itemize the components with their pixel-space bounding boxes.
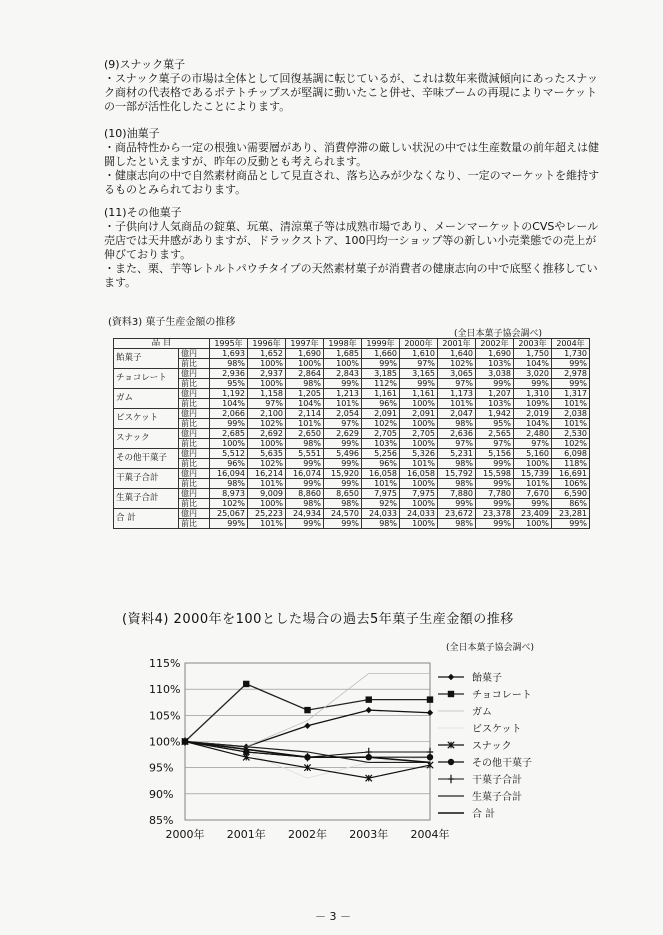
value-cell: 1,690 bbox=[476, 349, 514, 359]
value-cell: 2,650 bbox=[286, 429, 324, 439]
ratio-cell: 99% bbox=[400, 379, 438, 389]
value-cell: 15,598 bbox=[476, 469, 514, 479]
table-title: (資料3) 菓子生産金額の推移 bbox=[108, 317, 236, 328]
table-row bbox=[114, 509, 590, 519]
legend-marker bbox=[448, 674, 454, 680]
legend-label: 生菓子合計 bbox=[472, 792, 522, 803]
value-cell: 23,672 bbox=[438, 509, 476, 519]
ratio-cell: 99% bbox=[324, 459, 362, 469]
value-cell: 7,670 bbox=[514, 489, 552, 499]
value-cell: 5,156 bbox=[476, 449, 514, 459]
ratio-cell: 100% bbox=[400, 479, 438, 489]
value-cell: 1,207 bbox=[476, 389, 514, 399]
ratio-cell: 118% bbox=[552, 459, 590, 469]
unit-ratio: 前比 bbox=[179, 459, 210, 469]
table-row bbox=[114, 349, 590, 359]
ratio-cell: 112% bbox=[362, 379, 400, 389]
ratio-cell: 99% bbox=[476, 379, 514, 389]
ratio-cell: 97% bbox=[400, 359, 438, 369]
value-cell: 1,693 bbox=[210, 349, 248, 359]
ratio-cell: 103% bbox=[362, 439, 400, 449]
value-cell: 6,590 bbox=[552, 489, 590, 499]
x-tick-label: 2000年 bbox=[165, 828, 205, 841]
ratio-cell: 99% bbox=[476, 459, 514, 469]
ratio-cell: 95% bbox=[210, 379, 248, 389]
value-cell: 2,100 bbox=[248, 409, 286, 419]
chart-title: (資料4) 2000年を100とした場合の過去5年菓子生産金額の推移 bbox=[122, 612, 514, 627]
value-cell: 16,214 bbox=[248, 469, 286, 479]
value-cell: 6,098 bbox=[552, 449, 590, 459]
value-cell: 2,480 bbox=[514, 429, 552, 439]
table-row bbox=[114, 389, 590, 399]
data-point bbox=[243, 681, 249, 687]
ratio-cell: 100% bbox=[400, 419, 438, 429]
ratio-cell: 99% bbox=[552, 519, 590, 529]
ratio-cell: 102% bbox=[248, 419, 286, 429]
legend-label: ビスケット bbox=[472, 724, 522, 735]
header-year: 1998年 bbox=[324, 339, 362, 349]
value-cell: 24,934 bbox=[286, 509, 324, 519]
ratio-cell: 99% bbox=[286, 479, 324, 489]
ratio-cell: 98% bbox=[286, 499, 324, 509]
ratio-cell: 101% bbox=[248, 479, 286, 489]
unit-value: 億円 bbox=[179, 409, 210, 419]
ratio-cell: 97% bbox=[514, 439, 552, 449]
data-point bbox=[366, 696, 372, 702]
value-cell: 7,975 bbox=[400, 489, 438, 499]
value-cell: 2,705 bbox=[400, 429, 438, 439]
ratio-cell: 101% bbox=[324, 399, 362, 409]
chart-source: (全日本菓子協会調べ) bbox=[446, 643, 535, 653]
table-row bbox=[114, 469, 590, 479]
unit-ratio: 前比 bbox=[179, 439, 210, 449]
value-cell: 1,942 bbox=[476, 409, 514, 419]
y-tick-label: 100% bbox=[149, 735, 181, 749]
value-cell: 5,231 bbox=[438, 449, 476, 459]
ratio-cell: 98% bbox=[362, 519, 400, 529]
unit-value: 億円 bbox=[179, 469, 210, 479]
ratio-cell: 99% bbox=[476, 519, 514, 529]
value-cell: 24,033 bbox=[400, 509, 438, 519]
ratio-cell: 101% bbox=[400, 459, 438, 469]
legend-label: ガム bbox=[472, 707, 492, 718]
ratio-cell: 97% bbox=[476, 439, 514, 449]
header-year: 1995年 bbox=[210, 339, 248, 349]
section-paragraph: ・スナック菓子の市場は全体として回復基調に転じているが、これは数年来微減傾向にあったスナック商材の代表格であるポテトチップスが堅調に動いたこと併せ、辛味ブームの再現によりマーケットの一部が活性化したことによります。 bbox=[104, 72, 599, 113]
ratio-cell: 109% bbox=[514, 399, 552, 409]
value-cell: 1,205 bbox=[286, 389, 324, 399]
table-row bbox=[114, 429, 590, 439]
value-cell: 5,635 bbox=[248, 449, 286, 459]
value-cell: 1,161 bbox=[400, 389, 438, 399]
row-name: 飴菓子 bbox=[114, 349, 179, 369]
ratio-cell: 96% bbox=[210, 459, 248, 469]
table-header-row bbox=[114, 339, 590, 349]
ratio-cell: 98% bbox=[438, 479, 476, 489]
value-cell: 24,033 bbox=[362, 509, 400, 519]
table-row bbox=[114, 369, 590, 379]
value-cell: 5,256 bbox=[362, 449, 400, 459]
ratio-cell: 97% bbox=[438, 379, 476, 389]
table-row bbox=[114, 409, 590, 419]
value-cell: 1,161 bbox=[362, 389, 400, 399]
ratio-cell: 100% bbox=[400, 499, 438, 509]
data-point bbox=[304, 707, 310, 713]
ratio-cell: 101% bbox=[438, 399, 476, 409]
value-cell: 2,843 bbox=[324, 369, 362, 379]
table-row-ratio bbox=[114, 399, 590, 409]
section-10 bbox=[104, 127, 604, 197]
ratio-cell: 98% bbox=[210, 359, 248, 369]
ratio-cell: 97% bbox=[438, 439, 476, 449]
unit-ratio: 前比 bbox=[179, 399, 210, 409]
ratio-cell: 86% bbox=[552, 499, 590, 509]
header-year: 1997年 bbox=[286, 339, 324, 349]
ratio-cell: 102% bbox=[438, 359, 476, 369]
table-source: (全日本菓子協会調べ) bbox=[454, 329, 543, 339]
value-cell: 1,173 bbox=[438, 389, 476, 399]
ratio-cell: 97% bbox=[248, 399, 286, 409]
value-cell: 1,652 bbox=[248, 349, 286, 359]
x-tick-label: 2004年 bbox=[410, 828, 450, 841]
unit-value: 億円 bbox=[179, 429, 210, 439]
value-cell: 2,019 bbox=[514, 409, 552, 419]
value-cell: 8,650 bbox=[324, 489, 362, 499]
value-cell: 1,213 bbox=[324, 389, 362, 399]
ratio-cell: 99% bbox=[552, 359, 590, 369]
ratio-cell: 96% bbox=[362, 459, 400, 469]
value-cell: 16,094 bbox=[210, 469, 248, 479]
ratio-cell: 100% bbox=[286, 359, 324, 369]
legend-marker bbox=[448, 775, 454, 783]
value-cell: 7,975 bbox=[362, 489, 400, 499]
value-cell: 1,192 bbox=[210, 389, 248, 399]
ratio-cell: 99% bbox=[210, 519, 248, 529]
ratio-cell: 100% bbox=[400, 519, 438, 529]
header-year: 1996年 bbox=[248, 339, 286, 349]
x-tick-label: 2003年 bbox=[349, 828, 389, 841]
row-name: ガム bbox=[114, 389, 179, 409]
row-name: チョコレート bbox=[114, 369, 179, 389]
legend-label: スナック bbox=[472, 741, 512, 752]
production-table bbox=[113, 338, 590, 529]
table-row-ratio bbox=[114, 419, 590, 429]
legend-marker bbox=[448, 759, 454, 765]
value-cell: 2,937 bbox=[248, 369, 286, 379]
value-cell: 2,091 bbox=[362, 409, 400, 419]
ratio-cell: 101% bbox=[514, 479, 552, 489]
data-point bbox=[427, 696, 433, 702]
value-cell: 1,158 bbox=[248, 389, 286, 399]
value-cell: 1,750 bbox=[514, 349, 552, 359]
ratio-cell: 92% bbox=[362, 499, 400, 509]
value-cell: 2,864 bbox=[286, 369, 324, 379]
ratio-cell: 98% bbox=[438, 519, 476, 529]
legend-label: 干菓子合計 bbox=[472, 775, 522, 786]
legend-marker bbox=[448, 691, 454, 697]
value-cell: 2,047 bbox=[438, 409, 476, 419]
ratio-cell: 99% bbox=[324, 379, 362, 389]
value-cell: 9,009 bbox=[248, 489, 286, 499]
ratio-cell: 97% bbox=[324, 419, 362, 429]
row-name: 干菓子合計 bbox=[114, 469, 179, 489]
section-11 bbox=[104, 206, 604, 290]
unit-value: 億円 bbox=[179, 509, 210, 519]
ratio-cell: 99% bbox=[286, 519, 324, 529]
value-cell: 2,565 bbox=[476, 429, 514, 439]
value-cell: 2,629 bbox=[324, 429, 362, 439]
value-cell: 3,038 bbox=[476, 369, 514, 379]
ratio-cell: 98% bbox=[286, 439, 324, 449]
page-number: － 3 － bbox=[315, 910, 351, 923]
section-heading: (11)その他菓子 bbox=[104, 206, 182, 219]
value-cell: 15,792 bbox=[438, 469, 476, 479]
table-row bbox=[114, 489, 590, 499]
value-cell: 23,409 bbox=[514, 509, 552, 519]
value-cell: 2,066 bbox=[210, 409, 248, 419]
ratio-cell: 100% bbox=[248, 379, 286, 389]
ratio-cell: 100% bbox=[248, 439, 286, 449]
ratio-cell: 98% bbox=[324, 499, 362, 509]
ratio-cell: 100% bbox=[514, 519, 552, 529]
ratio-cell: 99% bbox=[324, 479, 362, 489]
ratio-cell: 99% bbox=[476, 499, 514, 509]
value-cell: 16,074 bbox=[286, 469, 324, 479]
unit-ratio: 前比 bbox=[179, 359, 210, 369]
unit-value: 億円 bbox=[179, 449, 210, 459]
unit-value: 億円 bbox=[179, 369, 210, 379]
value-cell: 1,730 bbox=[552, 349, 590, 359]
ratio-cell: 104% bbox=[514, 419, 552, 429]
header-year: 2000年 bbox=[400, 339, 438, 349]
index-line-chart bbox=[100, 650, 570, 890]
x-tick-label: 2001年 bbox=[226, 828, 266, 841]
x-tick-label: 2002年 bbox=[288, 828, 327, 841]
value-cell: 1,690 bbox=[286, 349, 324, 359]
value-cell: 23,378 bbox=[476, 509, 514, 519]
value-cell: 5,551 bbox=[286, 449, 324, 459]
unit-ratio: 前比 bbox=[179, 479, 210, 489]
ratio-cell: 99% bbox=[514, 379, 552, 389]
value-cell: 23,281 bbox=[552, 509, 590, 519]
legend-label: 合 計 bbox=[472, 809, 496, 820]
value-cell: 3,065 bbox=[438, 369, 476, 379]
table-row-ratio bbox=[114, 439, 590, 449]
section-paragraph: ・健康志向の中で自然素材商品として見直され、落ち込みが少なくなり、一定のマーケットを維持するものとみられております。 bbox=[104, 169, 600, 196]
unit-ratio: 前比 bbox=[179, 519, 210, 529]
ratio-cell: 99% bbox=[552, 379, 590, 389]
header-year: 1999年 bbox=[362, 339, 400, 349]
section-paragraph: ・また、栗、芋等レトルトパウチタイプの天然素材菓子が消費者の健康志向の中で底堅く推移しています。 bbox=[104, 262, 598, 289]
ratio-cell: 100% bbox=[514, 459, 552, 469]
ratio-cell: 102% bbox=[362, 419, 400, 429]
y-tick-label: 115% bbox=[149, 657, 181, 670]
ratio-cell: 103% bbox=[476, 399, 514, 409]
table-row-ratio bbox=[114, 479, 590, 489]
section-heading: (9)スナック菓子 bbox=[104, 58, 186, 71]
value-cell: 5,160 bbox=[514, 449, 552, 459]
table-row-ratio bbox=[114, 499, 590, 509]
ratio-cell: 99% bbox=[514, 499, 552, 509]
row-name: ビスケット bbox=[114, 409, 179, 429]
ratio-cell: 100% bbox=[324, 359, 362, 369]
unit-ratio: 前比 bbox=[179, 419, 210, 429]
value-cell: 2,054 bbox=[324, 409, 362, 419]
header-year: 2004年 bbox=[552, 339, 590, 349]
table-row-ratio bbox=[114, 519, 590, 529]
ratio-cell: 100% bbox=[248, 499, 286, 509]
table-row-ratio bbox=[114, 359, 590, 369]
ratio-cell: 100% bbox=[400, 439, 438, 449]
value-cell: 2,685 bbox=[210, 429, 248, 439]
value-cell: 2,692 bbox=[248, 429, 286, 439]
value-cell: 7,880 bbox=[438, 489, 476, 499]
value-cell: 16,058 bbox=[362, 469, 400, 479]
section-paragraph: ・子供向け人気商品の錠菓、玩菓、清涼菓子等は成熟市場であり、メーンマーケットのCVSやレール売店では天井感がありますが、ドラックストア、100円均一ショップ等の新しい小売業態での売上が伸びております。 bbox=[104, 220, 599, 261]
value-cell: 3,020 bbox=[514, 369, 552, 379]
value-cell: 2,636 bbox=[438, 429, 476, 439]
value-cell: 25,067 bbox=[210, 509, 248, 519]
ratio-cell: 99% bbox=[324, 519, 362, 529]
ratio-cell: 106% bbox=[552, 479, 590, 489]
ratio-cell: 102% bbox=[210, 499, 248, 509]
y-tick-label: 105% bbox=[149, 709, 181, 723]
value-cell: 15,920 bbox=[324, 469, 362, 479]
value-cell: 1,310 bbox=[514, 389, 552, 399]
legend-label: 飴菓子 bbox=[472, 673, 502, 684]
y-tick-label: 95% bbox=[149, 761, 174, 775]
value-cell: 2,530 bbox=[552, 429, 590, 439]
legend-label: その他干菓子 bbox=[472, 758, 532, 769]
value-cell: 5,326 bbox=[400, 449, 438, 459]
value-cell: 5,512 bbox=[210, 449, 248, 459]
value-cell: 1,610 bbox=[400, 349, 438, 359]
value-cell: 16,691 bbox=[552, 469, 590, 479]
header-year: 2001年 bbox=[438, 339, 476, 349]
value-cell: 15,739 bbox=[514, 469, 552, 479]
ratio-cell: 102% bbox=[248, 459, 286, 469]
ratio-cell: 99% bbox=[286, 459, 324, 469]
value-cell: 2,038 bbox=[552, 409, 590, 419]
legend-label: チョコレート bbox=[472, 690, 532, 701]
row-name: スナック bbox=[114, 429, 179, 449]
value-cell: 24,570 bbox=[324, 509, 362, 519]
value-cell: 7,780 bbox=[476, 489, 514, 499]
ratio-cell: 101% bbox=[552, 399, 590, 409]
value-cell: 1,317 bbox=[552, 389, 590, 399]
value-cell: 1,640 bbox=[438, 349, 476, 359]
ratio-cell: 99% bbox=[438, 499, 476, 509]
ratio-cell: 100% bbox=[210, 439, 248, 449]
value-cell: 8,860 bbox=[286, 489, 324, 499]
header-item: 品 目 bbox=[114, 339, 210, 349]
row-name: その他干菓子 bbox=[114, 449, 179, 469]
ratio-cell: 98% bbox=[438, 419, 476, 429]
value-cell: 16,058 bbox=[400, 469, 438, 479]
table-row bbox=[114, 449, 590, 459]
unit-value: 億円 bbox=[179, 489, 210, 499]
ratio-cell: 104% bbox=[514, 359, 552, 369]
header-year: 2003年 bbox=[514, 339, 552, 349]
value-cell: 2,705 bbox=[362, 429, 400, 439]
ratio-cell: 95% bbox=[476, 419, 514, 429]
ratio-cell: 99% bbox=[362, 359, 400, 369]
value-cell: 3,185 bbox=[362, 369, 400, 379]
ratio-cell: 101% bbox=[286, 419, 324, 429]
table-row-ratio bbox=[114, 379, 590, 389]
ratio-cell: 98% bbox=[286, 379, 324, 389]
section-heading: (10)油菓子 bbox=[104, 127, 160, 140]
row-name: 生菓子合計 bbox=[114, 489, 179, 509]
value-cell: 1,660 bbox=[362, 349, 400, 359]
ratio-cell: 102% bbox=[552, 439, 590, 449]
value-cell: 3,165 bbox=[400, 369, 438, 379]
header-year: 2002年 bbox=[476, 339, 514, 349]
value-cell: 8,973 bbox=[210, 489, 248, 499]
row-name: 合 計 bbox=[114, 509, 179, 529]
ratio-cell: 99% bbox=[476, 479, 514, 489]
unit-value: 億円 bbox=[179, 349, 210, 359]
y-tick-label: 110% bbox=[149, 683, 181, 697]
value-cell: 2,091 bbox=[400, 409, 438, 419]
y-tick-label: 90% bbox=[149, 787, 174, 801]
ratio-cell: 98% bbox=[438, 459, 476, 469]
section-9 bbox=[104, 58, 604, 114]
ratio-cell: 104% bbox=[286, 399, 324, 409]
ratio-cell: 101% bbox=[362, 479, 400, 489]
ratio-cell: 104% bbox=[210, 399, 248, 409]
ratio-cell: 101% bbox=[248, 519, 286, 529]
ratio-cell: 101% bbox=[552, 419, 590, 429]
unit-ratio: 前比 bbox=[179, 499, 210, 509]
value-cell: 25,223 bbox=[248, 509, 286, 519]
section-paragraph: ・商品特性から一定の根強い需要層があり、消費停滞の厳しい状況の中では生産数量の前年超えは健闘したといえますが、昨年の反動とも考えられます。 bbox=[104, 141, 599, 168]
ratio-cell: 103% bbox=[476, 359, 514, 369]
value-cell: 2,114 bbox=[286, 409, 324, 419]
ratio-cell: 96% bbox=[362, 399, 400, 409]
ratio-cell: 100% bbox=[400, 399, 438, 409]
ratio-cell: 98% bbox=[210, 479, 248, 489]
value-cell: 5,496 bbox=[324, 449, 362, 459]
value-cell: 2,936 bbox=[210, 369, 248, 379]
value-cell: 1,685 bbox=[324, 349, 362, 359]
value-cell: 2,978 bbox=[552, 369, 590, 379]
table-row-ratio bbox=[114, 459, 590, 469]
unit-value: 億円 bbox=[179, 389, 210, 399]
ratio-cell: 99% bbox=[324, 439, 362, 449]
ratio-cell: 99% bbox=[210, 419, 248, 429]
y-tick-label: 85% bbox=[149, 814, 174, 827]
unit-ratio: 前比 bbox=[179, 379, 210, 389]
ratio-cell: 100% bbox=[248, 359, 286, 369]
